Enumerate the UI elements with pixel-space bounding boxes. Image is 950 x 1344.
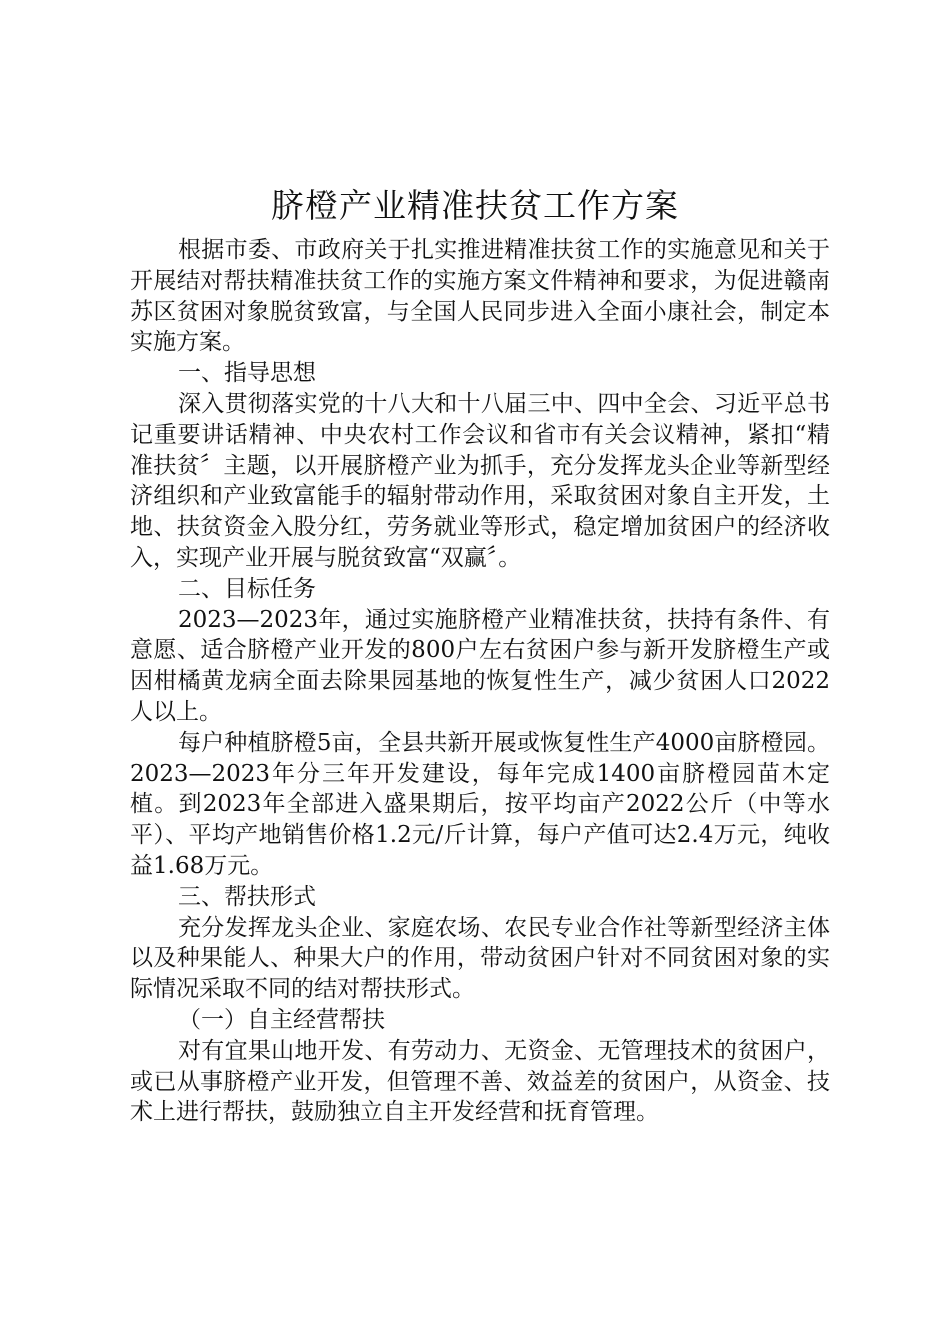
section-heading-guiding-ideology: 一、指导思想 (178, 360, 316, 387)
paragraph-guiding-ideology: 深入贯彻落实党的十八大和十八届三中、四中全会、习近平总书记重要讲话精神、中央农村工作会议和省市有关会议精神，紧扣“精准扶贫〞主题，以开展脐橙产业为抓手，充分发挥龙头企业等新型经济组织和产业致富能手的辐射带动作用，采取贫困对象自主开发，土地、扶贫资金入股分红，劳务就业等形式，稳定增加贫困户的经济收入，实现产业开展与脱贫致富“双赢〞。 (130, 390, 830, 571)
subsection-heading-self-operation: （一）自主经营帮扶 (178, 1006, 385, 1033)
section-heading-assistance-forms: 三、帮扶形式 (178, 883, 316, 910)
paragraph-goals-2: 每户种植脐橙5亩，全县共新开展或恢复性生产4000亩脐橙园。2023—2023年分三年开发建设，每年完成1400亩脐橙园苗木定植。到2023年全部进入盛果期后，按平均亩产2022公斤（中等水平）、平均产地销售价格1.2元/斤计算，每户产值可达2.4万元，纯收益1.68万元。 (130, 729, 830, 879)
paragraph-assistance-forms: 充分发挥龙头企业、家庭农场、农民专业合作社等新型经济主体以及种果能人、种果大户的作用，带动贫困户针对不同贫困对象的实际情况采取不同的结对帮扶形式。 (130, 914, 830, 1003)
paragraph-goals-1: 2023—2023年，通过实施脐橙产业精准扶贫，扶持有条件、有意愿、适合脐橙产业开发的800户左右贫困户参与新开发脐橙生产或因柑橘黄龙病全面去除果园基地的恢复性生产，减少贫困人口2022人以上。 (130, 606, 830, 725)
document-body (130, 235, 830, 1128)
section-heading-goals: 二、目标任务 (178, 575, 316, 602)
paragraph-intro: 根据市委、市政府关于扎实推进精准扶贫工作的实施意见和关于开展结对帮扶精准扶贫工作的实施方案文件精神和要求，为促进赣南苏区贫困对象脱贫致富，与全国人民同步进入全面小康社会，制定本实施方案。 (130, 237, 830, 356)
document-title: 脐橙产业精准扶贫工作方案 (271, 186, 679, 225)
paragraph-self-operation: 对有宜果山地开发、有劳动力、无资金、无管理技术的贫困户，或已从事脐橙产业开发，但管理不善、效益差的贫困户，从资金、技术上进行帮扶，鼓励独立自主开发经营和抚育管理。 (130, 1037, 830, 1126)
